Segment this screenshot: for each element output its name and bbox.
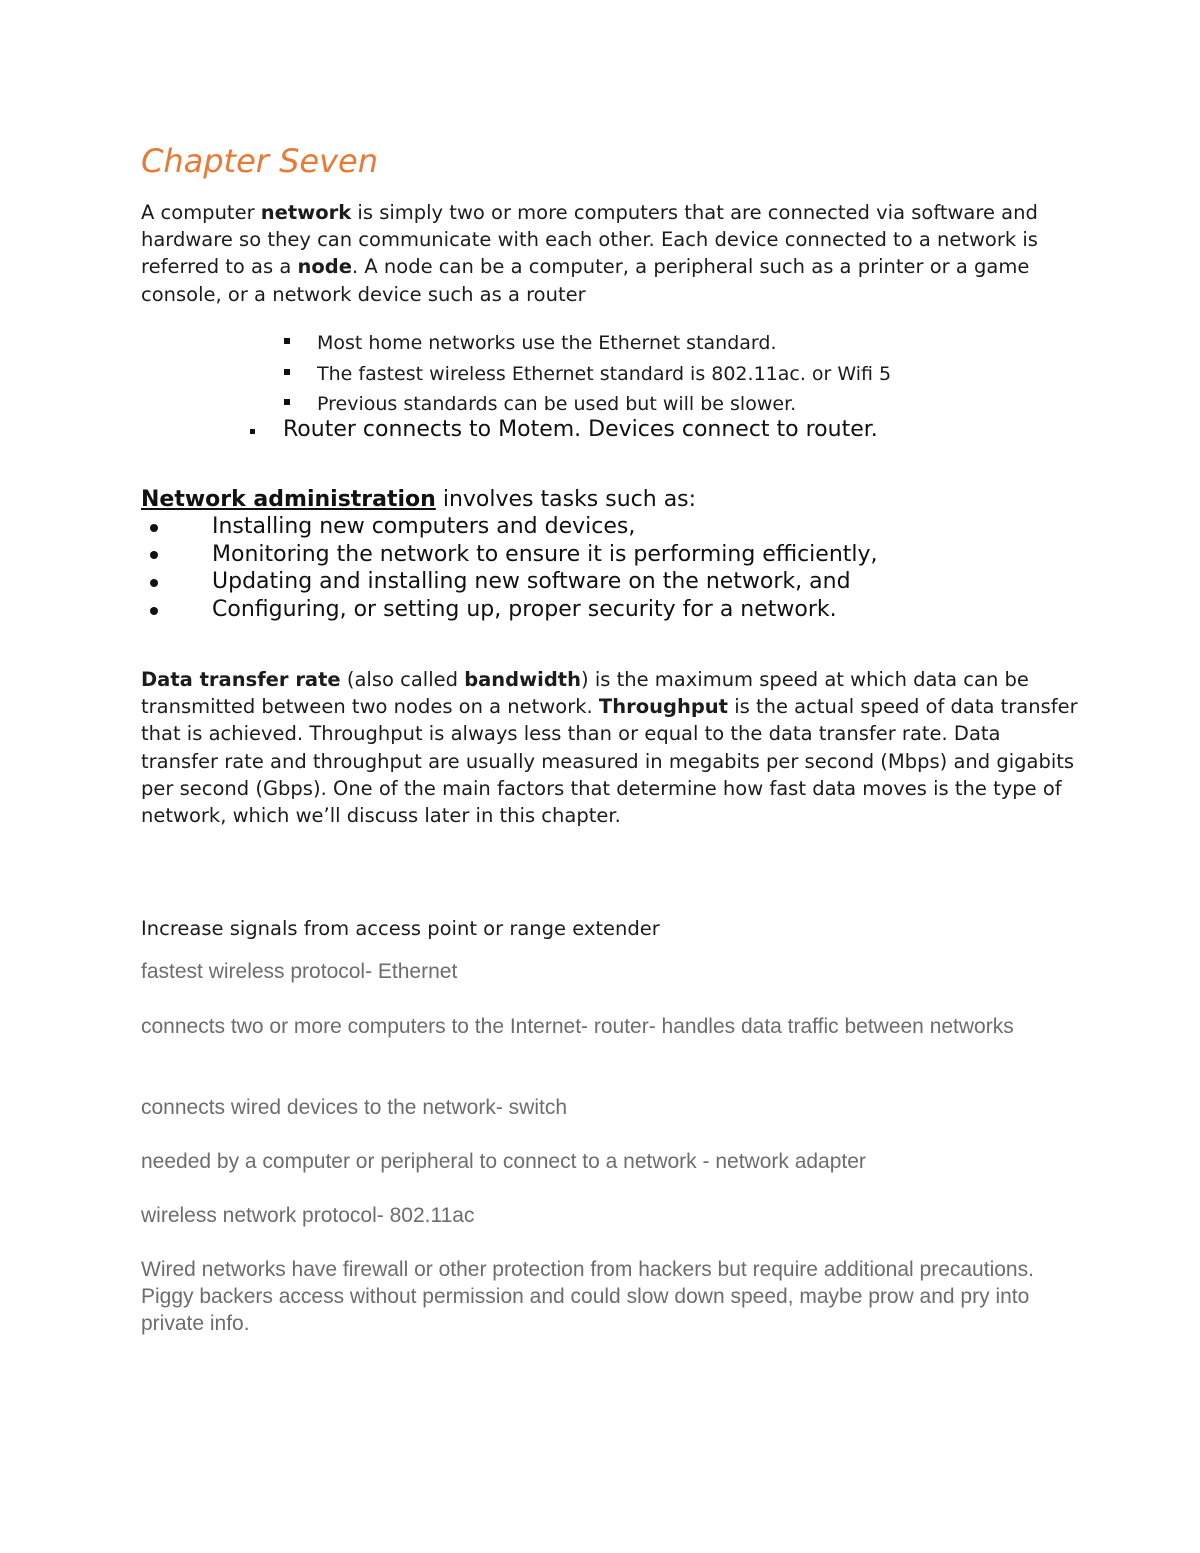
- square-bullet-icon: [284, 369, 290, 375]
- intro-text-2: is simply two or more computers that are connected via software and hardware so they can communicate with each other. Each device connected to a network is referred to as a: [141, 201, 1038, 279]
- intro-paragraph: [141, 199, 1081, 308]
- admin-list-item: Updating and installing new software on the network, and: [212, 569, 851, 594]
- standards-list-item: Previous standards can be used but will be slower.: [317, 393, 797, 415]
- transfer-text-3: is the actual speed of data transfer that is achieved. Throughput is always less than or equal to the data transfer rate. Data transfer rate and throughput are usually measured in megabits per second (Mbps) and gigabits per second (Gbps). One of the main factors that determine how fast data moves is the type of network, which we’ll discuss later in this chapter.: [141, 695, 1078, 828]
- admin-heading-term: Network administration: [141, 487, 436, 512]
- note-item: wireless network protocol- 802.11ac: [141, 1204, 475, 1227]
- signal-note: Increase signals from access point or range extender: [141, 917, 660, 940]
- note-item: connects two or more computers to the Internet- router- handles data traffic between networks: [141, 1015, 1014, 1038]
- bullet-dot-icon: [150, 579, 158, 587]
- chapter-title: Chapter Seven: [141, 142, 379, 180]
- term-data-transfer-rate: Data transfer rate: [141, 668, 341, 691]
- term-bandwidth: bandwidth: [464, 668, 582, 691]
- bullet-dot-icon: [150, 524, 158, 532]
- intro-text-1: A computer: [141, 201, 261, 224]
- term-node: node: [297, 255, 352, 279]
- note-item: Wired networks have firewall or other protection from hackers but require additional precautions. Piggy backers access without permission and could slow down speed, maybe prow and pry into private info.: [141, 1258, 1034, 1335]
- square-bullet-icon: [250, 429, 255, 434]
- intro-text-3: . A node can be a computer, a peripheral such as a printer or a game console, or a network device such as a router: [141, 255, 1030, 306]
- note-item: fastest wireless protocol- Ethernet: [141, 960, 458, 983]
- square-bullet-icon: [284, 338, 290, 344]
- bullet-dot-icon: [150, 607, 158, 615]
- router-note: Router connects to Motem. Devices connect to router.: [283, 417, 878, 442]
- transfer-text-1: (also called: [340, 668, 465, 691]
- standards-list-item: The fastest wireless Ethernet standard is 802.11ac. or Wifi 5: [317, 363, 892, 385]
- admin-list-item: Monitoring the network to ensure it is performing efficiently,: [212, 542, 878, 567]
- standards-list-item: Most home networks use the Ethernet standard.: [317, 332, 777, 354]
- bullet-dot-icon: [150, 551, 158, 559]
- admin-heading: [141, 485, 696, 515]
- note-item: connects wired devices to the network- switch: [141, 1096, 568, 1119]
- admin-list-item: Installing new computers and devices,: [212, 514, 636, 539]
- transfer-paragraph: [141, 666, 1081, 829]
- term-throughput: Throughput: [598, 695, 728, 719]
- square-bullet-icon: [284, 399, 290, 405]
- term-network: network: [260, 201, 352, 224]
- admin-heading-rest: involves tasks such as:: [435, 487, 697, 512]
- transfer-text-2: ) is the maximum speed at which data can be transmitted between two nodes on a network.: [141, 668, 1029, 719]
- admin-list-item: Configuring, or setting up, proper security for a network.: [212, 597, 837, 622]
- note-item: needed by a computer or peripheral to connect to a network - network adapter: [141, 1150, 866, 1173]
